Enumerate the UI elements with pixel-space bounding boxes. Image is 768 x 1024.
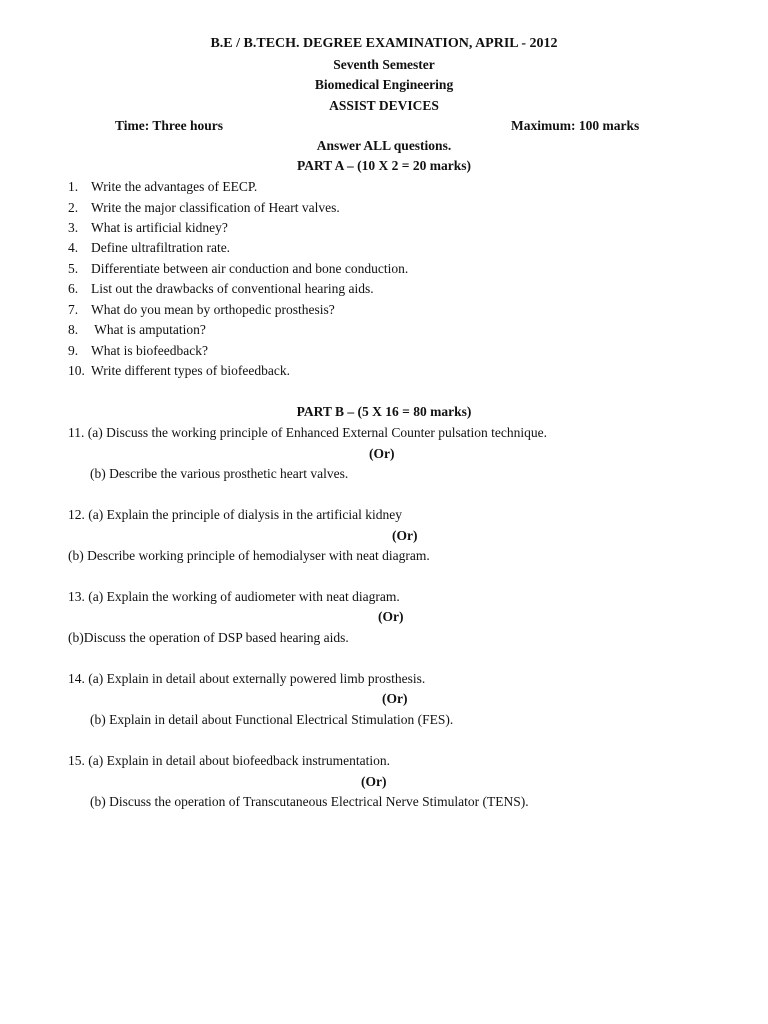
question-number: 1. xyxy=(68,179,79,194)
question-text: List out the drawbacks of conventional hearing aids. xyxy=(91,281,374,296)
question-number: 9. xyxy=(68,343,79,358)
question-item xyxy=(68,238,230,258)
question-11a: 11. (a) Discuss the working principle of Enhanced External Counter pulsation technique. xyxy=(68,425,547,440)
part-b-title: PART B – (5 X 16 = 80 marks) xyxy=(296,404,472,419)
question-text: Define ultrafiltration rate. xyxy=(91,240,231,255)
subject: ASSIST DEVICES xyxy=(329,98,439,113)
part-a-title: PART A – (10 X 2 = 20 marks) xyxy=(297,158,471,173)
question-item xyxy=(68,218,228,238)
question-item xyxy=(68,341,208,361)
question-14b: (b) Explain in detail about Functional Electrical Stimulation (FES). xyxy=(90,712,454,727)
exam-title: B.E / B.TECH. DEGREE EXAMINATION, APRIL - 2012 xyxy=(210,36,558,51)
question-text: What is amputation? xyxy=(91,322,206,337)
question-number: 2. xyxy=(68,200,79,215)
question-text: Write different types of biofeedback. xyxy=(91,363,290,378)
or-label: (Or) xyxy=(369,446,395,461)
question-text: Write the advantages of EECP. xyxy=(91,179,258,194)
question-item xyxy=(68,177,257,197)
or-label: (Or) xyxy=(361,774,387,789)
question-13a: 13. (a) Explain the working of audiometer with neat diagram. xyxy=(68,589,400,604)
question-12a: 12. (a) Explain the principle of dialysis in the artificial kidney xyxy=(68,507,403,522)
or-label: (Or) xyxy=(392,528,418,543)
question-text: Differentiate between air conduction and bone conduction. xyxy=(91,261,409,276)
question-number: 3. xyxy=(68,220,79,235)
question-number: 10. xyxy=(68,363,85,378)
or-label: (Or) xyxy=(378,609,404,624)
question-item xyxy=(68,279,374,299)
instruction: Answer ALL questions. xyxy=(316,138,452,153)
question-number: 7. xyxy=(68,302,79,317)
question-item xyxy=(68,361,290,381)
question-text: What is artificial kidney? xyxy=(91,220,228,235)
question-text: Write the major classification of Heart valves. xyxy=(91,200,340,215)
question-13b: (b)Discuss the operation of DSP based hearing aids. xyxy=(68,630,349,645)
question-12b: (b) Describe working principle of hemodialyser with neat diagram. xyxy=(68,548,430,563)
or-label: (Or) xyxy=(382,691,408,706)
question-text: What is biofeedback? xyxy=(91,343,208,358)
question-number: 6. xyxy=(68,281,79,296)
question-item xyxy=(68,198,340,218)
question-item xyxy=(68,320,206,340)
question-15a: 15. (a) Explain in detail about biofeedback instrumentation. xyxy=(68,753,391,768)
question-number: 4. xyxy=(68,240,79,255)
department: Biomedical Engineering xyxy=(314,77,454,92)
question-item xyxy=(68,300,335,320)
max-marks-label: Maximum: 100 marks xyxy=(511,118,640,133)
question-15b: (b) Discuss the operation of Transcutaneous Electrical Nerve Stimulator (TENS). xyxy=(90,794,529,809)
question-number: 8. xyxy=(68,322,79,337)
time-label: Time: Three hours xyxy=(115,118,224,133)
question-text: What do you mean by orthopedic prosthesis? xyxy=(91,302,335,317)
question-number: 5. xyxy=(68,261,79,276)
question-11b: (b) Describe the various prosthetic heart valves. xyxy=(90,466,349,481)
question-14a: 14. (a) Explain in detail about externally powered limb prosthesis. xyxy=(68,671,426,686)
question-item xyxy=(68,259,408,279)
semester: Seventh Semester xyxy=(333,57,435,72)
